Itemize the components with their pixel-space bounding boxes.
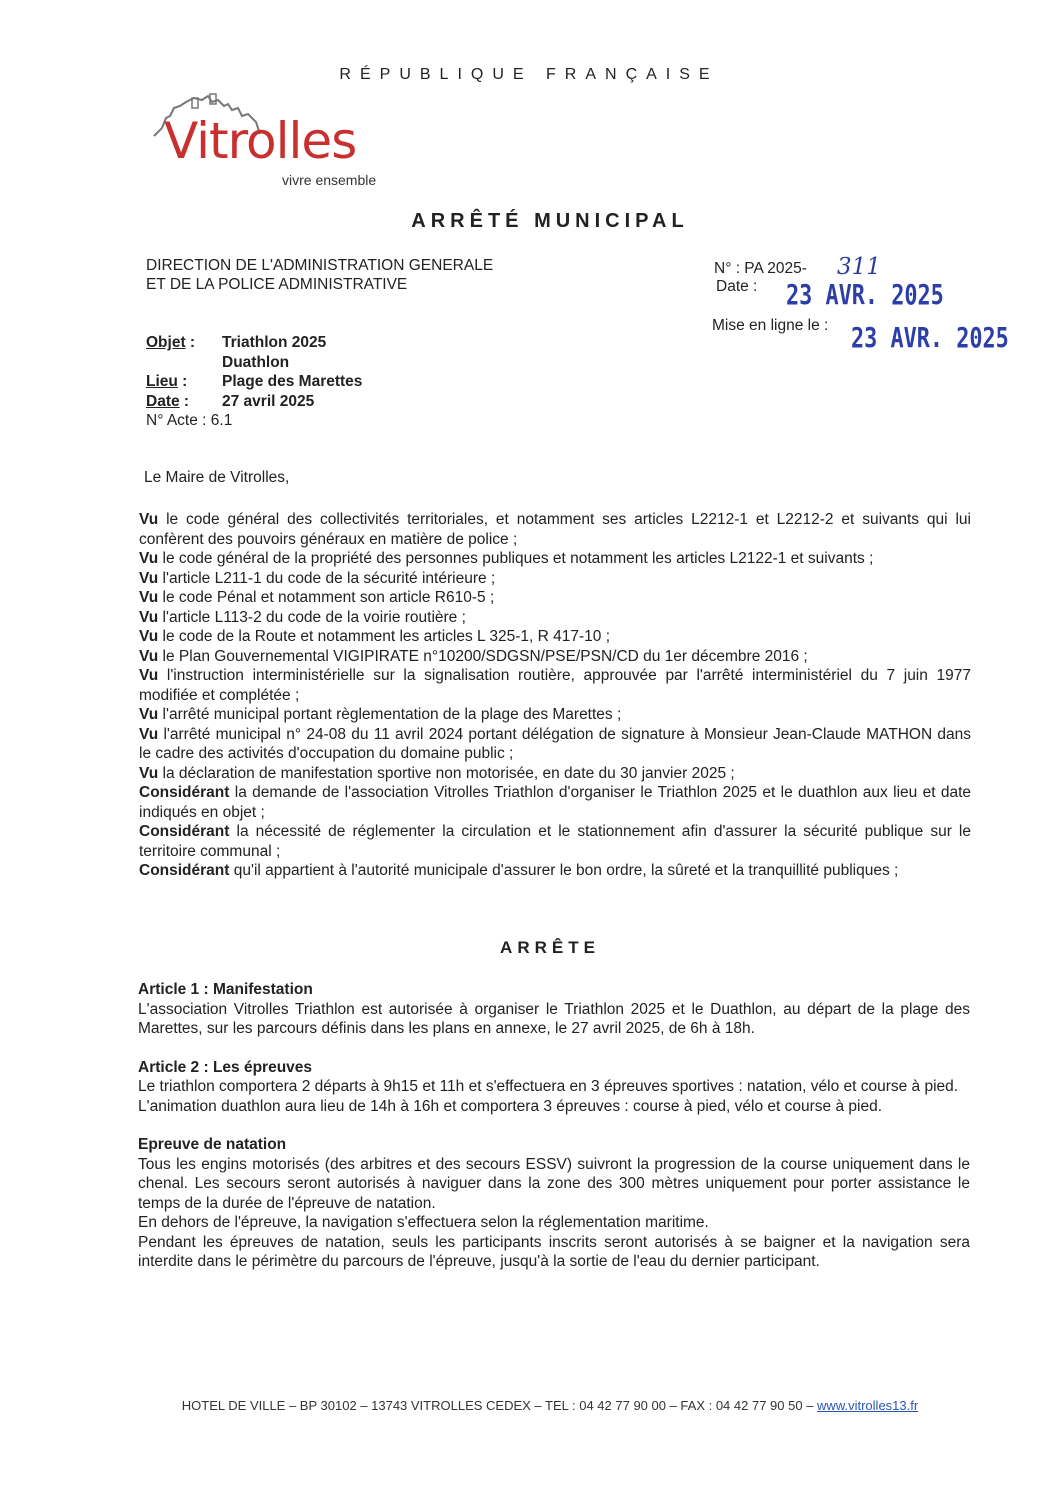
date-stamp: 23 AVR. 2025 — [786, 278, 944, 311]
visa-item — [139, 861, 971, 881]
visa-text: la déclaration de manifestation sportive non motorisée, en date du 30 janvier 2025 ; — [158, 764, 735, 782]
natation-text-1: Tous les engins motorisés (des arbitres et des secours ESSV) suivront la progression de la course uniquement dans le chenal. Les secours seront autorisés à naviguer dans la zone des 300 mètres uniquement pour porter assistance le temps de la durée de l'épreuve de natation. — [138, 1155, 970, 1212]
visa-text: la demande de l'association Vitrolles Triathlon d'organiser le Triathlon 2025 et le duathlon aux lieu et date indiqués en objet ; — [139, 784, 971, 821]
objet-date-value: 27 avril 2025 — [222, 392, 315, 410]
visa-text: l'article L113-2 du code de la voirie routière ; — [158, 608, 466, 626]
visa-keyword: Vu — [139, 628, 159, 645]
reference-number-label: N° : PA 2025- — [714, 260, 807, 277]
intro-line: Le Maire de Vitrolles, — [144, 469, 290, 486]
visa-item — [139, 783, 971, 822]
acte-number: N° Acte : 6.1 — [146, 412, 233, 429]
article-2-text-1: Le triathlon comportera 2 départs à 9h15 et 11h et s'effectuera en 3 épreuves sportives : natation, vélo et course à pied. — [138, 1078, 959, 1095]
visa-text: qu'il appartient à l'autorité municipale d'assurer le bon ordre, la sûreté et la tranquillité publiques ; — [229, 862, 899, 879]
visa-keyword: Vu — [139, 706, 159, 723]
visa-item — [139, 822, 971, 861]
visa-text: le code Pénal et notamment son article R610-5 ; — [158, 589, 495, 606]
visas-list — [139, 510, 971, 881]
republique-heading: RÉPUBLIQUE FRANÇAISE — [339, 66, 719, 83]
article-1-title: Article 1 : Manifestation — [138, 981, 313, 998]
article-2-title: Article 2 : Les épreuves — [138, 1058, 313, 1076]
visa-text: le code de la Route et notamment les articles L 325-1, R 417-10 ; — [158, 628, 610, 645]
visa-keyword: Vu — [139, 667, 159, 684]
visa-keyword: Vu — [139, 511, 159, 528]
mise-en-ligne-label: Mise en ligne le : — [712, 317, 829, 334]
articles-block — [138, 980, 970, 1272]
article-2-text-2: L'animation duathlon aura lieu de 14h à 16h et comportera 3 épreuves : course à pied, vélo et course à pied. — [138, 1097, 882, 1115]
visa-keyword: Vu — [139, 569, 159, 587]
vitrolles-logo — [152, 88, 412, 192]
date-label: Date : — [716, 278, 758, 295]
visa-item — [139, 627, 971, 647]
visa-keyword: Considérant — [139, 784, 230, 801]
visa-item — [139, 647, 971, 667]
visa-item — [139, 764, 971, 784]
direction-block — [146, 256, 493, 294]
logo-wordmark: Vitrolles — [164, 112, 357, 170]
visa-text: l'instruction interministérielle sur la signalisation routière, approuvée par l'arrêté interministériel du 7 juin 1977 modifiée et complétée ; — [139, 667, 971, 704]
visa-keyword: Vu — [139, 589, 159, 606]
arrete-heading: ARRÊTE — [500, 938, 600, 957]
visa-keyword: Vu — [139, 608, 159, 626]
objet-value-1: Triathlon 2025 — [222, 334, 327, 351]
lieu-value: Plage des Marettes — [222, 373, 363, 390]
visa-text: l'article L211-1 du code de la sécurité intérieure ; — [158, 569, 496, 587]
visa-keyword: Vu — [139, 550, 159, 567]
document-title: ARRÊTÉ MUNICIPAL — [411, 210, 689, 232]
visa-text: le code général des collectivités territoriales, et notamment ses articles L2212-1 et L2212-2 et suivants qui lui confèrent des pouvoirs généraux en matière de police ; — [139, 511, 971, 548]
mise-en-ligne-stamp: 23 AVR. 2025 — [851, 321, 1009, 354]
natation-title: Epreuve de natation — [138, 1136, 287, 1153]
visa-keyword: Considérant — [139, 823, 230, 840]
natation-text-2: En dehors de l'épreuve, la navigation s'effectuera selon la réglementation maritime. — [138, 1214, 709, 1231]
visa-text: le code général de la propriété des personnes publiques et notamment les articles L2122-1 et suivants ; — [158, 550, 874, 567]
objet-value-2: Duathlon — [222, 353, 290, 371]
visa-item — [139, 510, 971, 549]
lieu-label: Lieu — [146, 373, 178, 390]
handwritten-number: 311 — [837, 254, 881, 280]
visa-keyword: Vu — [139, 647, 159, 665]
objet-date-label: Date — [146, 392, 180, 410]
visa-item — [139, 608, 971, 628]
visa-keyword: Vu — [139, 764, 159, 782]
direction-line-2: ET DE LA POLICE ADMINISTRATIVE — [146, 276, 408, 293]
visa-item — [139, 549, 971, 569]
direction-line-1: DIRECTION DE L'ADMINISTRATION GENERALE — [146, 257, 494, 274]
visa-item — [139, 666, 971, 705]
natation-text-3: Pendant les épreuves de natation, seuls les participants inscrits seront autorisés à se baigner et la navigation sera interdite dans le périmètre du parcours de l'épreuve, jusqu'à la sortie de l'eau du dernier participant. — [138, 1233, 970, 1270]
footer — [0, 1398, 1058, 1413]
visa-text: l'arrêté municipal n° 24-08 du 11 avril 2024 portant délégation de signature à Monsieur Jean-Claude MATHON dans le cadre des activités d'occupation du domaine public ; — [139, 725, 971, 762]
visa-text: l'arrêté municipal portant règlementation de la plage des Marettes ; — [158, 706, 622, 723]
visa-text: la nécessité de réglementer la circulation et le stationnement afin d'assurer la sécurité publique sur le territoire communal ; — [139, 823, 971, 860]
article-1-text: L'association Vitrolles Triathlon est autorisée à organiser le Triathlon 2025 et le Duathlon, au départ de la plage des Marettes, sur les parcours définis dans les plans en annexe, le 27 avril 2025, de 6h à 18h. — [138, 1000, 970, 1037]
objet-block: Objet : Triathlon 2025 Duathlon Lieu : Plage des Marettes Date : 27 avril 2025 N° Acte : 6.1 — [146, 334, 363, 429]
visa-keyword: Vu — [139, 725, 159, 743]
visa-item — [139, 588, 971, 608]
visa-keyword: Considérant — [139, 862, 230, 879]
logo-tagline: vivre ensemble — [282, 172, 377, 188]
visa-item — [139, 725, 971, 764]
visa-item — [139, 705, 971, 725]
objet-label: Objet — [146, 334, 186, 351]
website-link[interactable]: www.vitrolles13.fr — [817, 1398, 919, 1413]
footer-address: HOTEL DE VILLE – BP 30102 – 13743 VITROLLES CEDEX – TEL : 04 42 77 90 00 – FAX : 04 42 77 90 50 – — [181, 1398, 818, 1413]
visa-text: le Plan Gouvernemental VIGIPIRATE n°10200/SDGSN/PSE/PSN/CD du 1er décembre 2016 ; — [158, 647, 808, 665]
visa-item — [139, 569, 971, 589]
